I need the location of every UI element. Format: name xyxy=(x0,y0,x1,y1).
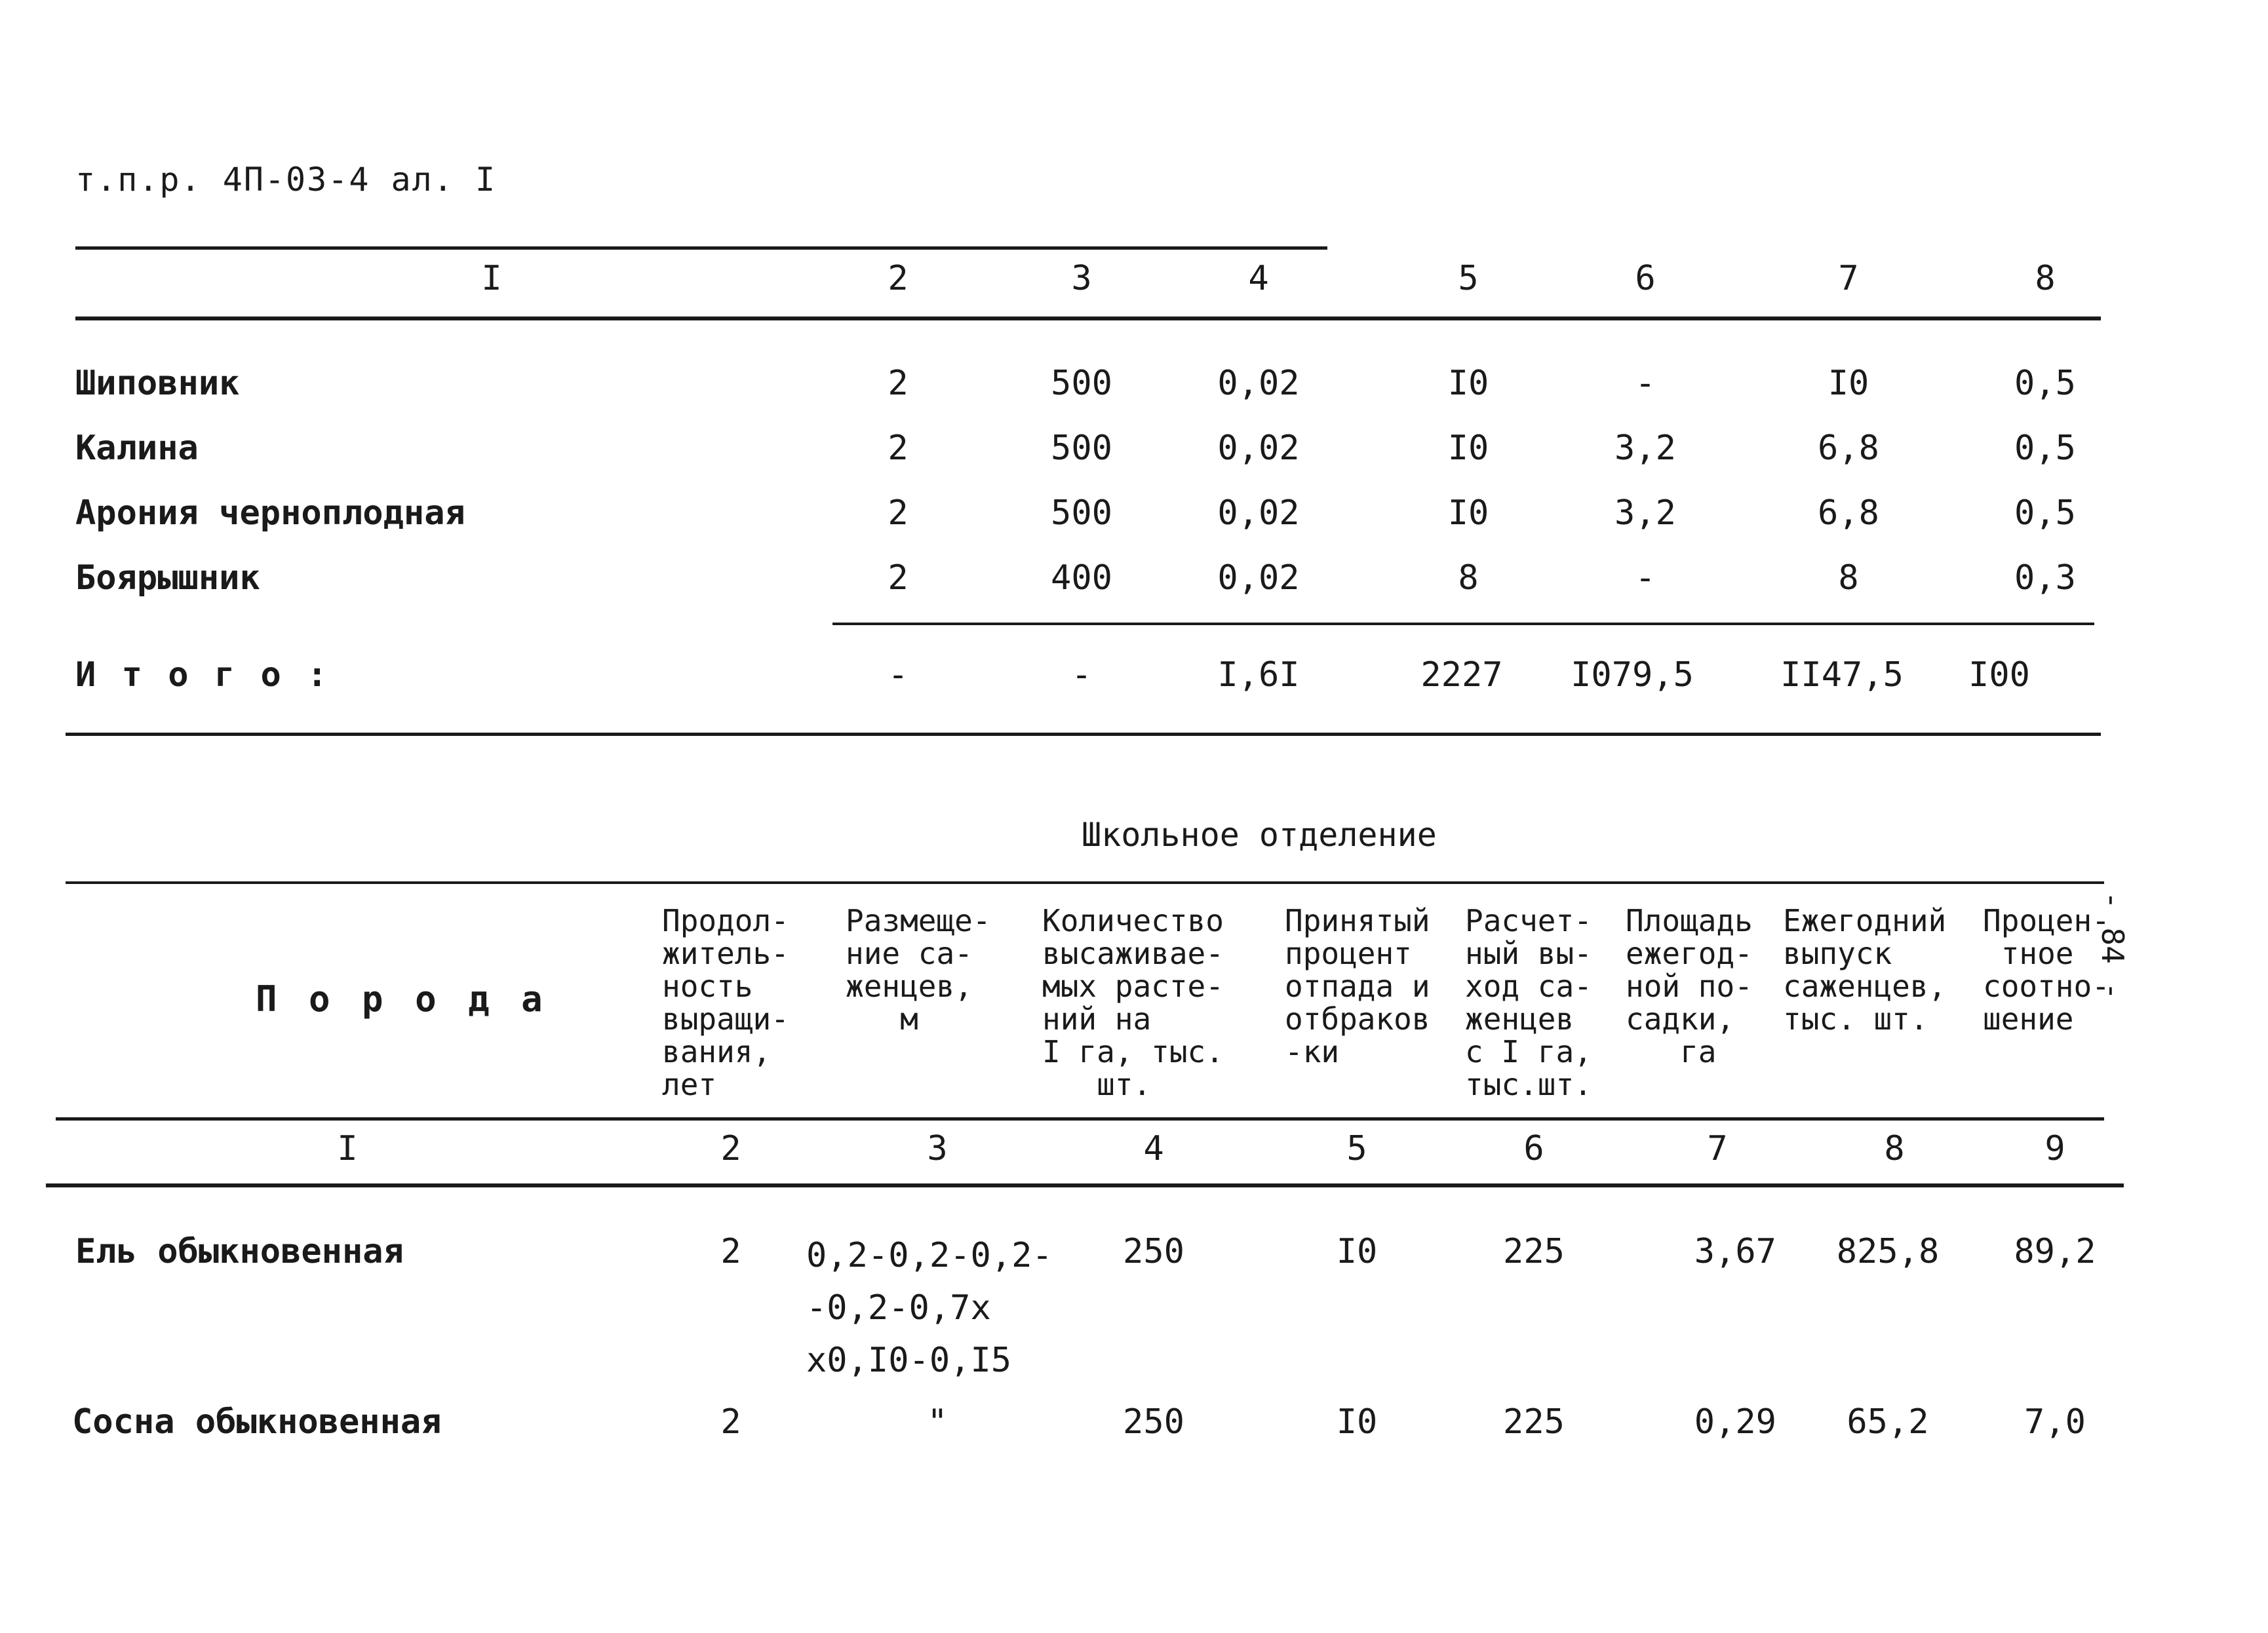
header-plants-per-ha: Количество высаживае- мых расте- ний на I га, тыс. шт. xyxy=(1042,903,1224,1102)
cell: 0,29 xyxy=(1694,1402,1776,1442)
cell: - xyxy=(1635,558,1656,598)
cell: 0,02 xyxy=(1217,429,1300,468)
row-name: Боярышник xyxy=(75,558,260,598)
header-placement: Размеще- ние са- женцев, м xyxy=(846,903,991,1037)
cell: 225 xyxy=(1503,1402,1565,1442)
cell: 0,02 xyxy=(1217,558,1300,598)
cell: I0 xyxy=(1828,364,1869,403)
section-title: Школьное отделение xyxy=(1082,816,1437,854)
cell: I00 xyxy=(1968,655,2030,695)
top-table-rule-top xyxy=(75,246,1327,250)
cell: I0 xyxy=(1336,1402,1378,1442)
header-yield-per-ha: Расчет- ный вы- ход са- женцев с I га, тыс.шт. xyxy=(1465,903,1592,1102)
row-name: Арония черноплодная xyxy=(75,493,465,533)
top-table-rule-header xyxy=(75,317,2101,320)
col-number: 7 xyxy=(1707,1129,1728,1168)
cell: 825,8 xyxy=(1836,1232,1940,1271)
cell: 3,2 xyxy=(1614,493,1676,533)
cell: 89,2 xyxy=(2014,1232,2096,1271)
col-number: 6 xyxy=(1523,1129,1544,1168)
header-percent-ratio: Процен- тное соотно- шение xyxy=(1983,903,2110,1037)
col-number: 2 xyxy=(720,1129,741,1168)
row-name: Ель обыкновенная xyxy=(75,1232,404,1271)
top-header-col-1: I xyxy=(481,259,502,298)
cell: 0,5 xyxy=(2014,364,2076,403)
cell: 0,5 xyxy=(2014,493,2076,533)
col-number: 5 xyxy=(1346,1129,1367,1168)
cell: 2 xyxy=(888,429,909,468)
cell: 8 xyxy=(1458,558,1479,598)
cell: I0 xyxy=(1447,364,1489,403)
cell: I0 xyxy=(1447,429,1489,468)
total-label: И т о г о : xyxy=(75,655,330,695)
row-name: Шиповник xyxy=(75,364,240,403)
top-header-col-8: 8 xyxy=(2035,259,2056,298)
cell: 500 xyxy=(1051,429,1112,468)
cell: 7,0 xyxy=(2024,1402,2086,1442)
header-annual-area: Площадь ежегод- ной по- садки, га xyxy=(1626,903,1753,1069)
header-loss-percent: Принятый процент отпада и отбраков -ки xyxy=(1285,903,1430,1069)
page-number: - 84 - xyxy=(2095,891,2130,1001)
school-table-rule-top xyxy=(66,881,2104,884)
top-header-col-6: 6 xyxy=(1635,259,1656,298)
top-header-col-2: 2 xyxy=(888,259,909,298)
school-table-rule-header xyxy=(56,1117,2104,1121)
cell: 400 xyxy=(1051,558,1112,598)
col-number: 9 xyxy=(2044,1129,2065,1168)
document-reference: т.п.р. 4П-03-4 ал. I xyxy=(75,161,497,199)
cell: - xyxy=(1071,655,1092,695)
cell: 0,02 xyxy=(1217,364,1300,403)
school-table-rule-numbers xyxy=(46,1183,2124,1187)
cell: 2 xyxy=(720,1402,741,1442)
cell: 8 xyxy=(1838,558,1859,598)
cell: 65,2 xyxy=(1847,1402,1929,1442)
cell: 3,67 xyxy=(1694,1232,1776,1271)
cell: 2 xyxy=(888,364,909,403)
col-number: 8 xyxy=(1884,1129,1905,1168)
cell: I0 xyxy=(1447,493,1489,533)
top-table-rule-bottom xyxy=(66,733,2101,736)
cell: 2227 xyxy=(1420,655,1503,695)
top-header-col-4: 4 xyxy=(1248,259,1269,298)
cell-placement: 0,2-0,2-0,2- -0,2-0,7х х0,I0-0,I5 xyxy=(806,1236,1053,1380)
cell: 3,2 xyxy=(1614,429,1676,468)
col-number: I xyxy=(337,1129,358,1168)
cell: I079,5 xyxy=(1571,655,1694,695)
cell: 2 xyxy=(888,493,909,533)
cell: 2 xyxy=(720,1232,741,1271)
top-header-col-7: 7 xyxy=(1838,259,1859,298)
cell: 225 xyxy=(1503,1232,1565,1271)
header-poroda: П о р о д а xyxy=(256,978,548,1020)
cell: I0 xyxy=(1336,1232,1378,1271)
cell: 500 xyxy=(1051,493,1112,533)
row-name: Сосна обыкновенная xyxy=(72,1402,442,1442)
col-number: 3 xyxy=(927,1129,948,1168)
cell: - xyxy=(1635,364,1656,403)
cell: 2 xyxy=(888,558,909,598)
cell: 0,02 xyxy=(1217,493,1300,533)
cell-ditto: " xyxy=(927,1402,948,1442)
col-number: 4 xyxy=(1143,1129,1164,1168)
cell: 500 xyxy=(1051,364,1112,403)
cell: - xyxy=(888,655,909,695)
top-table-rule-subtotal xyxy=(832,623,2094,625)
cell: 0,3 xyxy=(2014,558,2076,598)
cell: 250 xyxy=(1123,1232,1184,1271)
header-annual-output: Ежегодний выпуск саженцев, тыс. шт. xyxy=(1783,903,1947,1037)
header-duration: Продол- житель- ность выращи- вания, лет xyxy=(662,903,789,1102)
cell: II47,5 xyxy=(1780,655,1904,695)
top-header-col-5: 5 xyxy=(1458,259,1479,298)
cell: I,6I xyxy=(1217,655,1300,695)
cell: 250 xyxy=(1123,1402,1184,1442)
cell: 0,5 xyxy=(2014,429,2076,468)
cell: 6,8 xyxy=(1818,493,1879,533)
top-header-col-3: 3 xyxy=(1071,259,1092,298)
cell: 6,8 xyxy=(1818,429,1879,468)
row-name: Калина xyxy=(75,429,199,468)
